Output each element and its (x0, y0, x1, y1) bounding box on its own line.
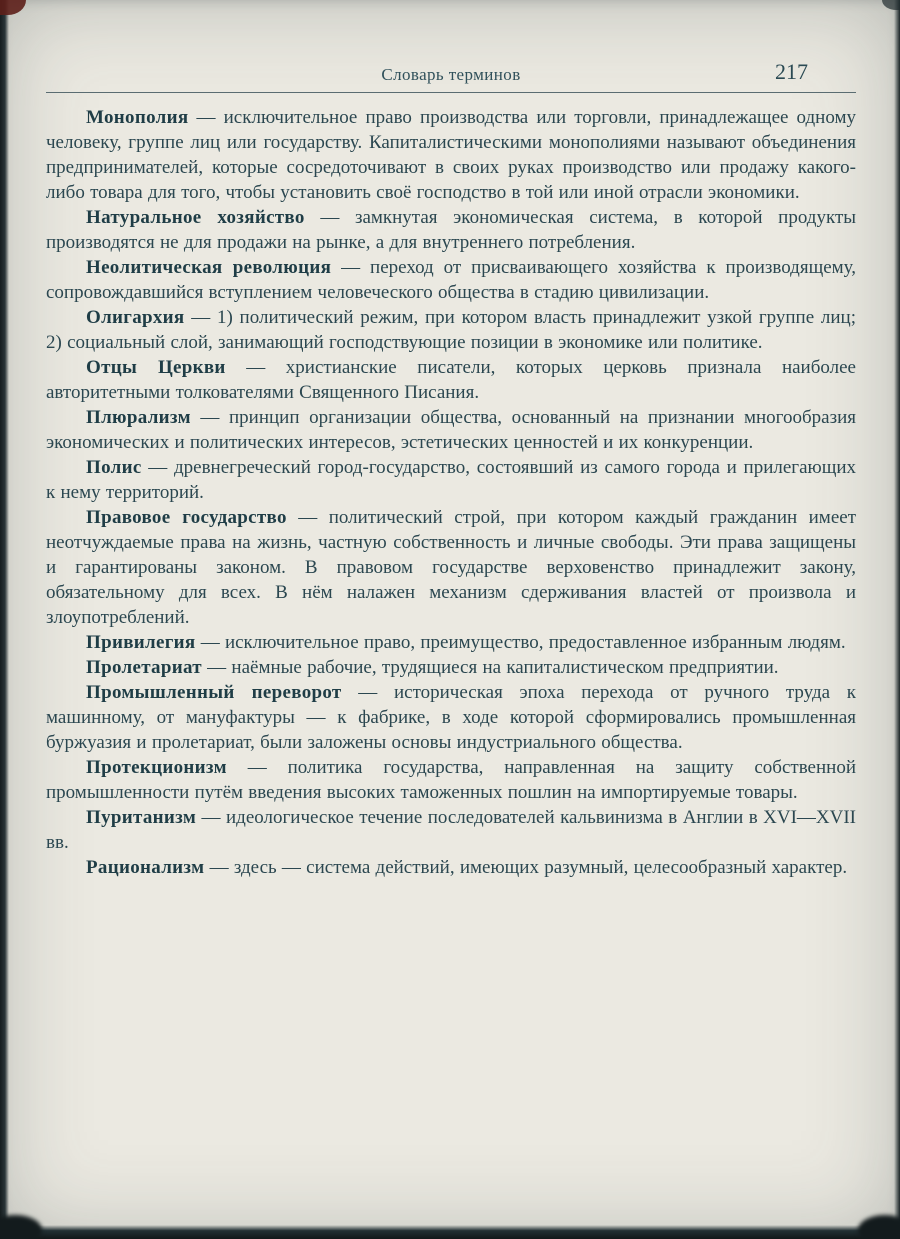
entry-term: Привилегия (86, 632, 196, 653)
glossary-entry (46, 630, 856, 655)
entry-definition: — принцип организации общества, основанный на признании многообразия экономических и политических интересов, эстетических ценностей и их конкуренции. (46, 407, 856, 453)
glossary-entry (46, 105, 856, 205)
glossary-entry (46, 755, 856, 805)
glossary-entry (46, 205, 856, 255)
entry-definition: — исключительное право производства или торговли, принадлежащее одному человеку, группе лиц или государству. Капиталистическими монополиями называют объединения предпринимателей, которые сосредоточивают в своих руках производство или продажу какого-либо товара для того, чтобы установить своё господство в той или иной отрасли экономики. (46, 107, 856, 203)
entry-term: Полис (86, 457, 142, 478)
entry-term: Плюрализм (86, 407, 191, 428)
running-head (46, 58, 856, 93)
entry-term: Протекционизм (86, 757, 227, 778)
glossary-entry (46, 805, 856, 855)
entries-list (46, 105, 856, 880)
glossary-entry (46, 305, 856, 355)
scan-corner-top-right-mark (882, 0, 900, 10)
glossary-entry (46, 505, 856, 630)
glossary-entry (46, 255, 856, 305)
scan-edge-bottom (0, 1225, 900, 1239)
page-content (46, 58, 856, 880)
entry-definition: — наёмные рабочие, трудящиеся на капиталистическом предприятии. (207, 657, 779, 678)
entry-definition: — историческая эпоха перехода от ручного труда к машинному, от мануфактуры — к фабрике, в ходе которой сформировались промышленная буржуазия и пролетариат, были заложены основы индустриального общества. (46, 682, 856, 753)
running-head-title: Словарь терминов (381, 65, 521, 84)
entry-definition: — идеологическое течение последователей кальвинизма в Англии в XVI—XVII вв. (46, 807, 857, 853)
entry-term: Монополия (86, 107, 189, 128)
entry-definition: — древнегреческий город-государство, состоявший из самого города и прилегающих к нему территорий. (46, 457, 857, 503)
scan-corner-bottom-left (0, 1215, 42, 1239)
entry-definition: — здесь — система действий, имеющих разумный, целесообразный характер. (209, 857, 848, 878)
entry-definition: — политический строй, при котором каждый гражданин имеет неотчуждаемые права на жизнь, частную собственность и личные свободы. Эти права защищены и гарантированы законом. В правовом государстве верховенство принадлежит закону, обязательному для всех. В нём налажен механизм сдерживания властей от произвола и злоупотреблений. (46, 507, 856, 628)
entry-term: Натуральное хозяйство (86, 207, 305, 228)
glossary-entry (46, 655, 856, 680)
glossary-entry (46, 355, 856, 405)
entry-term: Олигархия (86, 307, 185, 328)
entry-term: Правовое государство (86, 507, 287, 528)
scan-edge-right (894, 0, 900, 1239)
entry-definition: — замкнутая экономическая система, в которой продукты производятся не для продажи на рынке, а для внутреннего потребления. (46, 207, 857, 253)
entry-definition: — 1) политический режим, при котором власть принадлежит узкой группе лиц; 2) социальный слой, занимающий господствующие позиции в экономике или политике. (46, 307, 856, 353)
entry-definition: — переход от присваивающего хозяйства к производящему, сопровождавшийся вступлением человеческого общества в стадию цивилизации. (46, 257, 857, 303)
entry-term: Пуританизм (86, 807, 197, 828)
entry-term: Рационализм (86, 857, 205, 878)
glossary-entry (46, 855, 856, 880)
page-number: 217 (775, 59, 808, 84)
scan-edge-left (0, 0, 9, 1239)
entry-term: Пролетариат (86, 657, 202, 678)
glossary-entry (46, 455, 856, 505)
entry-definition: — политика государства, направленная на защиту собственной промышленности путём введения высоких таможенных пошлин на импортируемые товары. (46, 757, 856, 803)
entry-term: Промышленный переворот (86, 682, 342, 703)
scan-corner-bottom-right (858, 1215, 900, 1239)
scan-corner-top-left-mark (0, 0, 26, 15)
entry-term: Отцы Церкви (86, 357, 226, 378)
entry-term: Неолитическая революция (86, 257, 332, 278)
glossary-entry (46, 405, 856, 455)
entry-definition: — христианские писатели, которых церковь признала наиболее авторитетными толкователями Священного Писания. (46, 357, 856, 403)
glossary-entry (46, 680, 856, 755)
entry-definition: — исключительное право, преимущество, предоставленное избранным людям. (200, 632, 846, 653)
